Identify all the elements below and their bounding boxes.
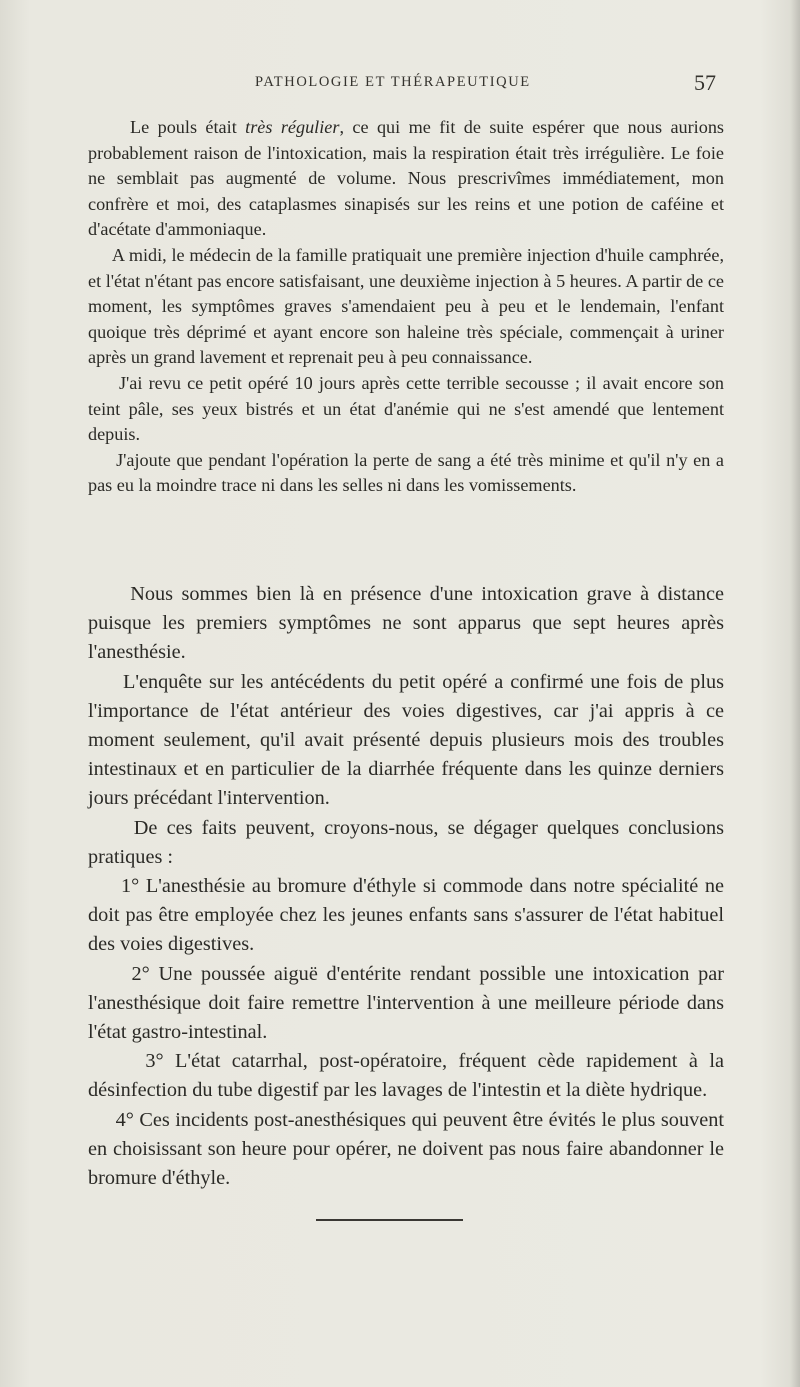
paragraph: Le pouls était très régulier, ce qui me fit de suite espérer que nous aurions probablement raison de l'intoxication, mais la respiration était très irrégulière. Le foie ne semblait pas augmenté de volume. Nous prescrivîmes immédiatement, mon confrère et moi, des cataplasmes sinapisés sur les reins et une potion de caféine et d'acétate d'ammoniaque. bbox=[88, 117, 724, 240]
emphasis: très régulier bbox=[245, 117, 340, 137]
paragraph: J'ai revu ce petit opéré 10 jours après cette terrible secousse ; il avait encore son teint pâle, ses yeux bistrés et un état d'anémie qui ne s'est amendé que lentement depuis. bbox=[88, 372, 725, 445]
conclusion-item: 4° Ces incidents post-anesthésiques qui peuvent être évités le plus souvent en choisissant son heure pour opérer, ne doivent pas nous faire abandonner le bromure d'éthyle. bbox=[88, 1108, 724, 1190]
conclusion-item: 1° L'anesthésie au bromure d'éthyle si commode dans notre spécialité ne doit pas être employée chez les jeunes enfants sans s'assurer de l'état habituel des voies digestives. bbox=[88, 875, 724, 956]
conclusion-item: 3° L'état catarrhal, post-opératoire, fréquent cède rapidement à la désinfection du tube digestif par les lavages de l'intestin et la diète hydrique. bbox=[88, 1050, 724, 1102]
paragraph: A midi, le médecin de la famille pratiquait une première injection d'huile camphrée, et l'état n'étant pas encore satisfaisant, une deuxième injection à 5 heures. A partir de ce moment, les symptômes graves s'amendaient peu à peu et le lendemain, l'enfant quoique très déprimé et ayant encore son haleine très spéciale, commençait à uriner après un grand lavement et reprenait peu à peu connaissance. bbox=[88, 244, 724, 368]
conclusions-text bbox=[88, 580, 724, 1193]
case-report-text bbox=[88, 115, 724, 499]
page-edge-shadow bbox=[790, 0, 800, 1387]
paragraph: L'enquête sur les antécédents du petit opéré a confirmé une fois de plus l'importance de l'état antérieur des voies digestives, car j'ai appris à ce moment seulement, qu'il avait présenté depuis plusieurs mois des troubles intestinaux et en particulier de la diarrhée fréquente dans les quinze derniers jours précédant l'intervention. bbox=[88, 670, 724, 810]
paragraph: Nous sommes bien là en présence d'une intoxication grave à distance puisque les premiers symptômes ne sont apparus que sept heures après l'anesthésie. bbox=[88, 583, 724, 664]
end-rule bbox=[316, 1219, 463, 1221]
running-title: PATHOLOGIE ET THÉRAPEUTIQUE bbox=[255, 74, 531, 90]
page-number: 57 bbox=[694, 70, 716, 95]
paragraph: De ces faits peuvent, croyons-nous, se dégager quelques conclusions pratiques : bbox=[88, 816, 724, 868]
page-header bbox=[0, 70, 800, 98]
conclusion-item: 2° Une poussée aiguë d'entérite rendant possible une intoxication par l'anesthésique doit faire remettre l'intervention à une meilleure période dans l'état gastro-intestinal. bbox=[88, 962, 724, 1044]
paragraph: J'ajoute que pendant l'opération la perte de sang a été très minime et qu'il n'y en a pas eu la moindre trace ni dans les selles ni dans les vomissements. bbox=[88, 449, 725, 496]
